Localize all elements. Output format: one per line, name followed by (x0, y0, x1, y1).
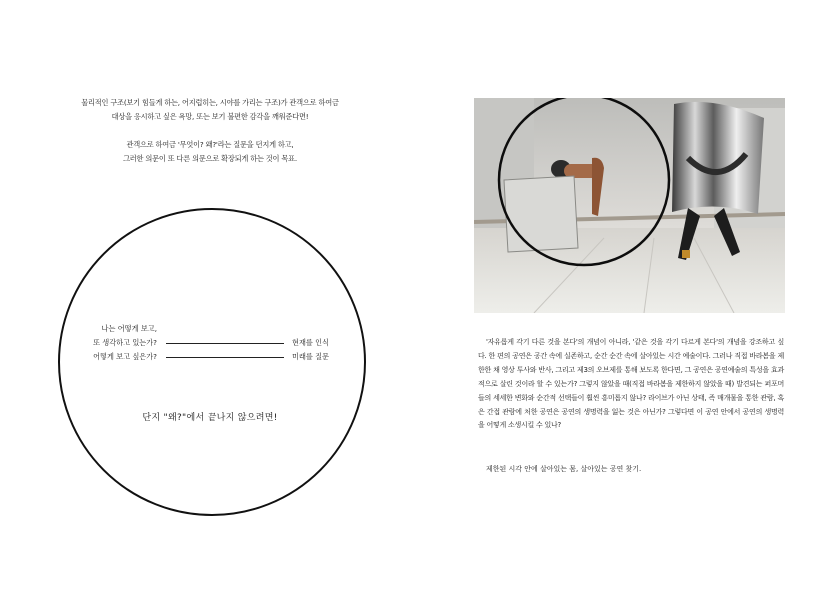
answer-label: 현재를 인식 (292, 338, 330, 347)
body-paragraph: '자유롭게 각기 다른 것을 본다'의 개념이 아니라, '같은 것을 각기 다르게 본다'의 개념을 강조하고 싶다. 한 편의 공연은 공간 속에 실존하고, 순간 순간 속에 살아있는 시간 예술이다. 그러나 직접 바라봄을 제한한 채 영상 투사와 반사, 그리고 제3의 오브제를 통해 보도록 한다면, 그 공연은 공연예술의 특성을 효과적으로 살린 것이라 할 수 있는가? 그렇지 않았을 때(직접 바라봄을 제한하지 않았을 때) 발견되는 퍼포머들의 세세한 변화와 순간적 선택들이 훨씬 흥미롭지 않나? 라이브가 아닌 상태, 즉 매개물을 통한 관람, 혹은 간접 관람에 처한 공연은 공연의 생명력을 잃는 것은 아닌가? 그렇다면 이 공연 안에서 공연의 생명력을 어떻게 소생시킬 수 있나? (478, 338, 784, 430)
photo-illustration (474, 98, 785, 313)
intro-spacer (40, 124, 380, 138)
question-line: 어떻게 보고 싶은가? (93, 352, 157, 361)
intro-text (40, 96, 380, 166)
right-page (420, 0, 839, 595)
punchline: 단지 "왜?"에서 끝나지 않으려면! (142, 413, 278, 423)
connector-line (166, 357, 284, 358)
question-line: 또 생각하고 있는가? (93, 338, 157, 347)
intro-line: 대상을 응시하고 싶은 욕망, 또는 보기 불편한 감각을 깨워준다면! (111, 112, 309, 121)
answer-label: 미래를 질문 (292, 352, 330, 361)
connector-line (166, 343, 284, 344)
intro-line: 물리적인 구조(보기 힘들게 하는, 어지럽히는, 시야를 가리는 구조)가 관객으로 하여금 (81, 98, 339, 107)
intro-line: 그러한 의문이 또 다른 의문으로 확장되게 하는 것이 목표. (123, 154, 297, 163)
closing-line: 제한된 시각 안에 살아있는 몸, 살아있는 공연 찾기. (486, 465, 642, 473)
left-page (0, 0, 419, 595)
body-paragraph-block (478, 336, 784, 433)
question-line: 나는 어떻게 보고, (101, 324, 157, 333)
intro-line: 관객으로 하여금 '무엇이? 왜?'라는 질문을 던지게 하고, (126, 140, 294, 149)
performance-photo (474, 98, 785, 313)
